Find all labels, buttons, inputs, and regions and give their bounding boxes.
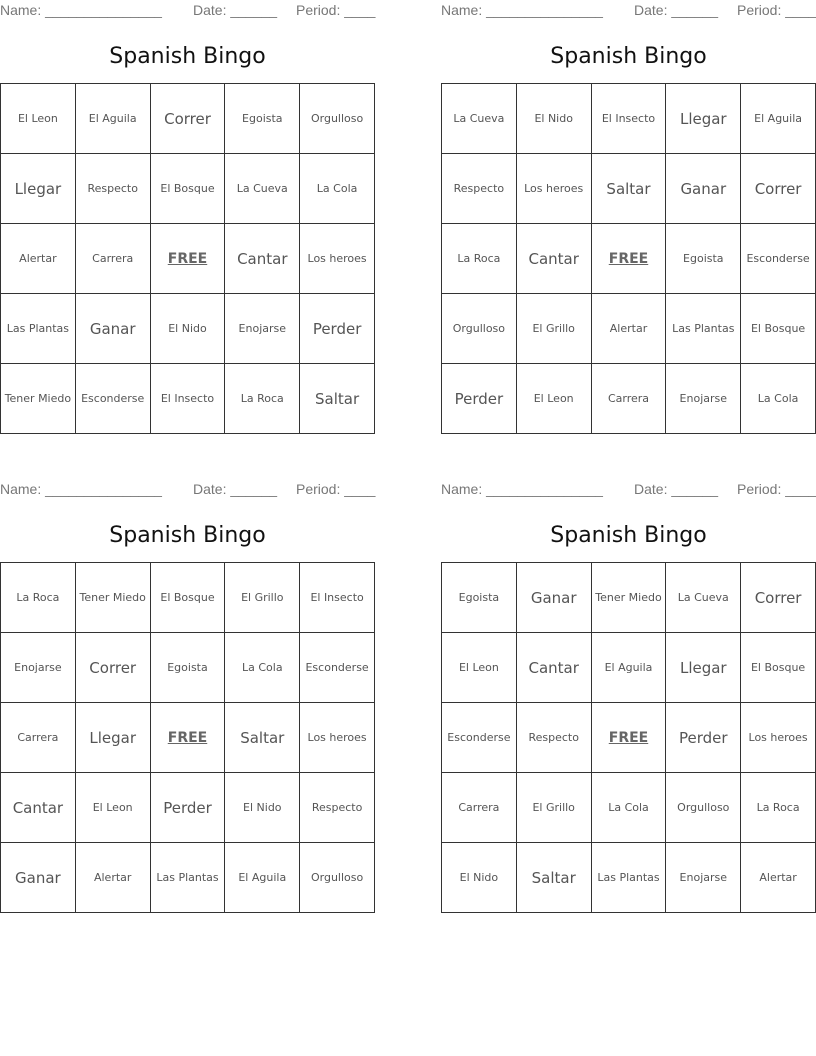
bingo-cell: Llegar — [666, 84, 741, 154]
period-field: Period: ____ — [737, 2, 816, 18]
bingo-cell: Las Plantas — [592, 843, 667, 913]
bingo-cell: Egoista — [442, 563, 517, 633]
bingo-cell: Esconderse — [300, 633, 375, 703]
bingo-cell: La Cola — [225, 633, 300, 703]
period-field: Period: ____ — [296, 2, 376, 18]
bingo-card — [0, 479, 375, 909]
bingo-cell: Enojarse — [666, 364, 741, 434]
name-field: Name: _______________ — [441, 2, 603, 18]
bingo-grid — [441, 83, 816, 434]
bingo-cell: Perder — [151, 773, 226, 843]
bingo-cell: El Leon — [517, 364, 592, 434]
bingo-cell: Carrera — [592, 364, 667, 434]
bingo-cell: Respecto — [76, 154, 151, 224]
period-field: Period: ____ — [737, 481, 816, 497]
bingo-card — [441, 0, 816, 430]
bingo-cell: Los heroes — [517, 154, 592, 224]
bingo-cell: Saltar — [592, 154, 667, 224]
bingo-cell: Saltar — [517, 843, 592, 913]
bingo-cell: La Roca — [442, 224, 517, 294]
card-title: Spanish Bingo — [109, 44, 266, 69]
bingo-cell: La Cola — [300, 154, 375, 224]
bingo-cell: El Insecto — [151, 364, 226, 434]
bingo-cell: Esconderse — [76, 364, 151, 434]
bingo-cell: Correr — [741, 563, 816, 633]
bingo-cell: Llegar — [76, 703, 151, 773]
bingo-cell: El Aguila — [225, 843, 300, 913]
bingo-cell: La Cueva — [225, 154, 300, 224]
bingo-card — [441, 479, 816, 909]
bingo-cell: Ganar — [1, 843, 76, 913]
bingo-cell: El Insecto — [592, 84, 667, 154]
bingo-cell: Egoista — [666, 224, 741, 294]
bingo-cell: Ganar — [76, 294, 151, 364]
bingo-cell: La Roca — [225, 364, 300, 434]
bingo-cell: El Leon — [76, 773, 151, 843]
bingo-cell: El Grillo — [517, 773, 592, 843]
bingo-cell: Los heroes — [300, 703, 375, 773]
bingo-cell: Cantar — [517, 224, 592, 294]
bingo-cell: Correr — [76, 633, 151, 703]
bingo-cell: La Roca — [1, 563, 76, 633]
bingo-cell: Alertar — [76, 843, 151, 913]
bingo-cell: Egoista — [151, 633, 226, 703]
bingo-cell: Enojarse — [666, 843, 741, 913]
free-space: FREE — [151, 703, 226, 773]
bingo-cell: Carrera — [442, 773, 517, 843]
bingo-cell: Orgulloso — [300, 84, 375, 154]
bingo-cell: Cantar — [225, 224, 300, 294]
bingo-cell: Los heroes — [741, 703, 816, 773]
card-header — [441, 479, 816, 499]
bingo-card — [0, 0, 375, 430]
card-title: Spanish Bingo — [550, 523, 707, 548]
bingo-cell: Las Plantas — [1, 294, 76, 364]
free-space: FREE — [592, 703, 667, 773]
bingo-cell: El Nido — [442, 843, 517, 913]
bingo-cell: La Cueva — [442, 84, 517, 154]
card-header — [0, 479, 375, 499]
bingo-cell: Carrera — [76, 224, 151, 294]
bingo-cell: La Cueva — [666, 563, 741, 633]
bingo-cell: El Nido — [151, 294, 226, 364]
bingo-cell: El Aguila — [741, 84, 816, 154]
bingo-cell: Perder — [442, 364, 517, 434]
bingo-cell: Alertar — [1, 224, 76, 294]
bingo-cell: Respecto — [517, 703, 592, 773]
name-field: Name: _______________ — [441, 481, 603, 497]
bingo-cell: Llegar — [1, 154, 76, 224]
bingo-cell: Orgulloso — [300, 843, 375, 913]
bingo-cell: Los heroes — [300, 224, 375, 294]
bingo-cell: Alertar — [592, 294, 667, 364]
bingo-cell: El Aguila — [76, 84, 151, 154]
bingo-cell: Saltar — [300, 364, 375, 434]
name-field: Name: _______________ — [0, 481, 162, 497]
bingo-cell: Perder — [666, 703, 741, 773]
bingo-cell: Enojarse — [1, 633, 76, 703]
bingo-cell: Alertar — [741, 843, 816, 913]
bingo-cell: Egoista — [225, 84, 300, 154]
bingo-cell: Tener Miedo — [76, 563, 151, 633]
bingo-cell: El Bosque — [741, 633, 816, 703]
card-header — [441, 0, 816, 20]
bingo-cell: Carrera — [1, 703, 76, 773]
bingo-cell: Las Plantas — [151, 843, 226, 913]
bingo-cell: Orgulloso — [442, 294, 517, 364]
bingo-cell: La Cola — [741, 364, 816, 434]
bingo-cell: Esconderse — [442, 703, 517, 773]
date-field: Date: ______ — [193, 481, 278, 497]
bingo-cell: Correr — [741, 154, 816, 224]
bingo-cell: Enojarse — [225, 294, 300, 364]
bingo-cell: Orgulloso — [666, 773, 741, 843]
bingo-cell: El Bosque — [151, 563, 226, 633]
bingo-cell: Tener Miedo — [1, 364, 76, 434]
bingo-cell: Tener Miedo — [592, 563, 667, 633]
bingo-cell: El Grillo — [225, 563, 300, 633]
bingo-cell: El Aguila — [592, 633, 667, 703]
bingo-cell: Respecto — [442, 154, 517, 224]
bingo-cell: El Nido — [225, 773, 300, 843]
card-title: Spanish Bingo — [109, 523, 266, 548]
bingo-cell: Ganar — [517, 563, 592, 633]
bingo-cell: Esconderse — [741, 224, 816, 294]
card-title: Spanish Bingo — [550, 44, 707, 69]
bingo-cell: Ganar — [666, 154, 741, 224]
bingo-cell: Cantar — [517, 633, 592, 703]
bingo-grid — [0, 562, 375, 913]
free-space: FREE — [592, 224, 667, 294]
date-field: Date: ______ — [634, 2, 719, 18]
bingo-cell: El Bosque — [151, 154, 226, 224]
card-header — [0, 0, 375, 20]
free-space: FREE — [151, 224, 226, 294]
bingo-cell: El Insecto — [300, 563, 375, 633]
bingo-cell: El Leon — [442, 633, 517, 703]
bingo-cell: Cantar — [1, 773, 76, 843]
bingo-cell: El Grillo — [517, 294, 592, 364]
bingo-grid — [0, 83, 375, 434]
bingo-cell: El Leon — [1, 84, 76, 154]
bingo-cell: Respecto — [300, 773, 375, 843]
bingo-grid — [441, 562, 816, 913]
name-field: Name: _______________ — [0, 2, 162, 18]
bingo-cell: Saltar — [225, 703, 300, 773]
date-field: Date: ______ — [634, 481, 719, 497]
bingo-cell: Las Plantas — [666, 294, 741, 364]
bingo-cell: Perder — [300, 294, 375, 364]
date-field: Date: ______ — [193, 2, 278, 18]
bingo-cell: La Cola — [592, 773, 667, 843]
bingo-cell: El Bosque — [741, 294, 816, 364]
bingo-cell: Correr — [151, 84, 226, 154]
bingo-cell: Llegar — [666, 633, 741, 703]
bingo-cell: La Roca — [741, 773, 816, 843]
bingo-cell: El Nido — [517, 84, 592, 154]
period-field: Period: ____ — [296, 481, 376, 497]
